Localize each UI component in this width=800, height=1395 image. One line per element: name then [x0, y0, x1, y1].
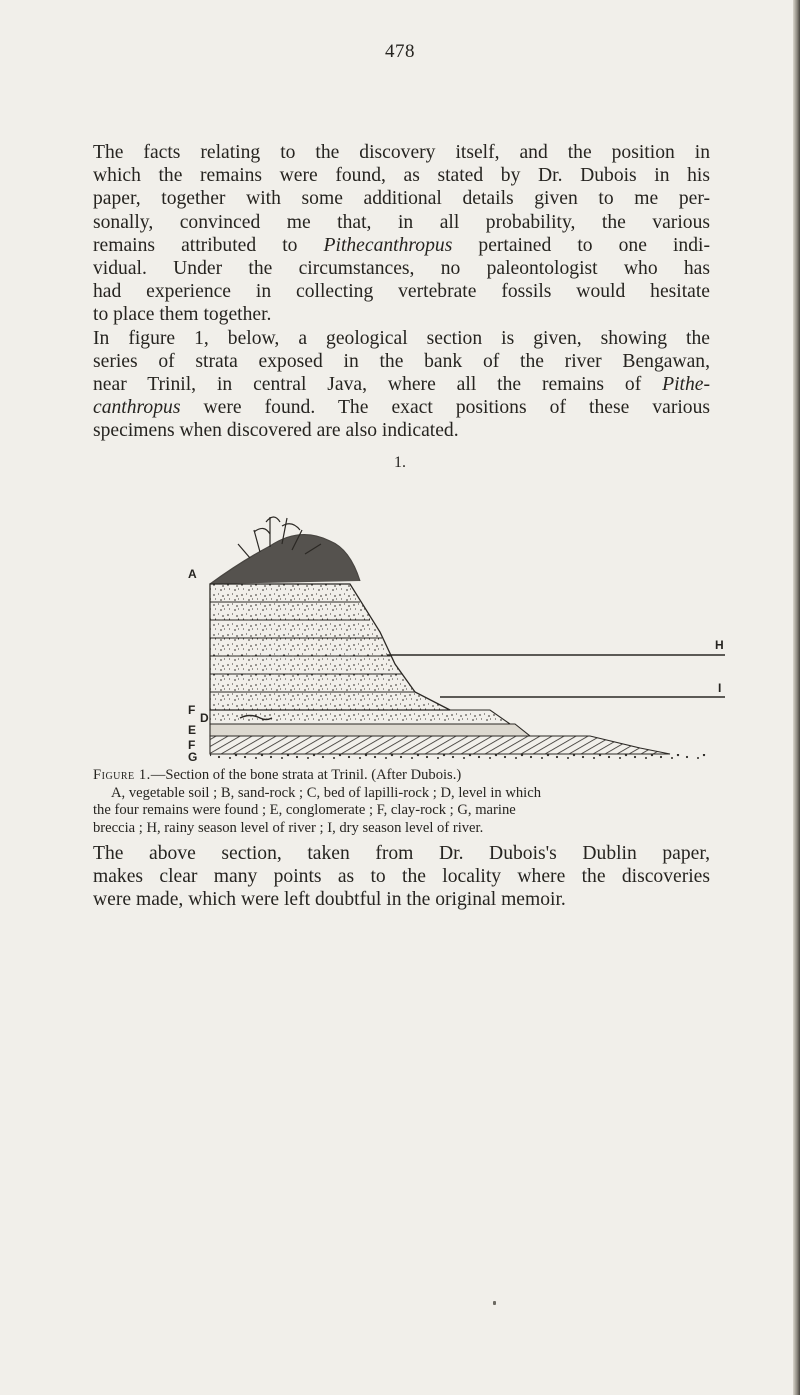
text-line: to place them together.	[93, 304, 272, 326]
label-a: A	[188, 567, 197, 581]
text-line: which the remains were found, as stated by Dr. Dubois in his	[93, 165, 710, 187]
text-fragment: —Section of the bone strata at Trinil. (After Dubois.)	[150, 767, 462, 783]
genus-name: Pithecanthropus	[323, 234, 453, 256]
sand-rock-strata	[210, 584, 450, 710]
paragraph-2	[93, 327, 710, 443]
text-line: The facts relating to the discovery itself, and the position in	[93, 142, 710, 163]
clay-rock-strata	[210, 736, 670, 754]
text-line: makes clear many points as to the locality where the discoveries	[93, 866, 710, 888]
label-e: E	[188, 723, 197, 737]
lapilli-bed	[210, 710, 510, 724]
text-line	[93, 234, 710, 257]
marine-breccia	[210, 754, 710, 762]
vegetation-icon	[210, 517, 360, 584]
label-g: G	[188, 750, 198, 762]
text-line: sonally, convinced me that, in all probability, the various	[93, 211, 710, 233]
text-fragment: near Trinil, in central Java, where all the remains of	[93, 374, 642, 395]
label-f-lower: F	[188, 738, 196, 752]
paragraph-1	[93, 141, 710, 327]
text-line	[93, 396, 710, 419]
text-line: specimens when discovered are also indicated.	[93, 420, 459, 442]
print-speck	[493, 1301, 496, 1305]
caption-line: A, vegetable soil ; B, sand-rock ; C, bed of lapilli-rock ; D, level in which	[111, 784, 542, 801]
text-line: series of strata exposed in the bank of the river Bengawan,	[93, 350, 710, 372]
label-h: H	[715, 638, 724, 652]
paragraph-3	[93, 842, 710, 912]
text-line: had experience in collecting vertebrate fossils would hesitate	[93, 281, 710, 303]
text-line: were made, which were left doubtful in the original memoir.	[93, 889, 566, 911]
conglomerate-band	[210, 724, 530, 736]
text-line	[93, 373, 710, 396]
figure-number: 1.	[394, 454, 406, 471]
text-fragment: remains attributed to	[93, 234, 298, 256]
page-number: 478	[385, 41, 415, 62]
figure-caption	[93, 767, 713, 837]
label-d: D	[200, 711, 209, 725]
caption-line: breccia ; H, rainy season level of river ; I, dry season level of river.	[93, 819, 484, 836]
text-line: In figure 1, below, a geological section is given, showing the	[93, 327, 710, 349]
label-f-upper: F	[188, 703, 196, 717]
caption-line	[93, 767, 713, 785]
text-fragment: were found. The exact positions of these various	[203, 397, 711, 419]
text-line: vidual. Under the circumstances, no paleontologist who has	[93, 258, 710, 280]
genus-name: Pithe-	[662, 374, 711, 395]
caption-line: the four remains were found ; E, conglomerate ; F, clay-rock ; G, marine	[93, 802, 516, 819]
label-i: I	[718, 681, 722, 695]
text-line: paper, together with some additional details given to me per-	[93, 188, 710, 210]
text-line: The above section, taken from Dr. Dubois's Dublin paper,	[93, 843, 710, 864]
caption-label: Figure 1.	[93, 767, 151, 783]
text-fragment: pertained to one indi-	[478, 234, 710, 256]
page-edge-shadow	[793, 0, 800, 1395]
genus-name: canthropus	[93, 397, 181, 419]
geological-section-figure	[170, 492, 730, 762]
